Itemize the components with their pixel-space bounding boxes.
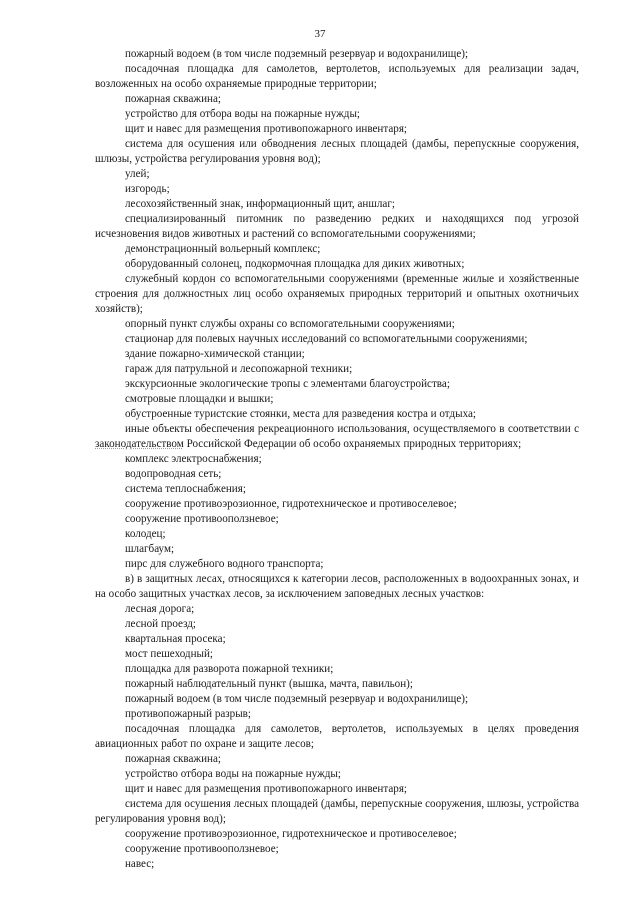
- document-paragraph: квартальная просека;: [125, 633, 226, 645]
- document-paragraph: водопроводная сеть;: [125, 468, 222, 480]
- document-paragraph: посадочная площадка для самолетов, вертолетов, используемых для реализации задач, возложенных на особо охраняемые природные территории;: [95, 63, 579, 90]
- document-paragraph: пожарная скважина;: [125, 753, 221, 765]
- document-paragraph: пожарный водоем (в том числе подземный резервуар и водохранилище);: [125, 48, 469, 60]
- document-paragraph: сооружение противооползневое;: [125, 843, 279, 855]
- document-paragraph: специализированный питомник по разведению редких и находящихся под угрозой исчезновения видов животных и растений со вспомогательными сооружениями;: [95, 213, 579, 240]
- document-paragraph: в) в защитных лесах, относящихся к категории лесов, расположенных в водоохранных зонах, и на особо защитных участках лесов, за исключением заповедных лесных участков:: [95, 573, 579, 600]
- document-paragraph: устройство для отбора воды на пожарные нужды;: [125, 108, 360, 120]
- document-paragraph: пожарная скважина;: [125, 93, 221, 105]
- document-paragraph: щит и навес для размещения противопожарного инвентаря;: [125, 783, 408, 795]
- document-paragraph: оборудованный солонец, подкормочная площадка для диких животных;: [125, 258, 465, 270]
- document-paragraph: противопожарный разрыв;: [125, 708, 251, 720]
- document-paragraph: пожарный водоем (в том числе подземный резервуар и водохранилище);: [125, 693, 469, 705]
- document-paragraph: лесная дорога;: [125, 603, 195, 615]
- document-paragraph: мост пешеходный;: [125, 648, 213, 660]
- document-paragraph: сооружение противооползневое;: [125, 513, 279, 525]
- document-paragraph: улей;: [125, 168, 150, 180]
- document-paragraph: служебный кордон со вспомогательными сооружениями (временные жилые и хозяйственные строения для должностных лиц особо охраняемых природных территорий и опытных охотничьих хозяйств);: [95, 273, 579, 315]
- document-paragraph: лесохозяйственный знак, информационный щит, аншлаг;: [125, 198, 395, 210]
- document-paragraph: стационар для полевых научных исследований со вспомогательными сооружениями;: [125, 333, 528, 345]
- paragraph-text: Российской Федерации об особо охраняемых природных территориях;: [183, 438, 522, 450]
- paragraph-text: иные объекты обеспечения рекреационного использования, осуществляемого в соответствии с: [125, 423, 579, 435]
- document-paragraph: колодец;: [125, 528, 166, 540]
- document-paragraph: опорный пункт службы охраны со вспомогательными сооружениями;: [125, 318, 455, 330]
- document-paragraph: сооружение противоэрозионное, гидротехническое и противоселевое;: [125, 828, 457, 840]
- document-paragraph: демонстрационный вольерный комплекс;: [125, 243, 321, 255]
- document-paragraph: посадочная площадка для самолетов, вертолетов, используемых в целях проведения авиационных работ по охране и защите лесов;: [95, 723, 579, 750]
- document-paragraph: устройство отбора воды на пожарные нужды;: [125, 768, 341, 780]
- document-paragraph: система для осушения или обводнения лесных площадей (дамбы, перепускные сооружения, шлюзы, устройства регулирования уровня вод);: [95, 138, 579, 165]
- document-paragraph: обустроенные туристские стоянки, места для разведения костра и отдыха;: [125, 408, 476, 420]
- document-paragraph: изгородь;: [125, 183, 170, 195]
- document-paragraph: навес;: [125, 858, 155, 870]
- page-number: 37: [314, 28, 326, 40]
- document-paragraph: экскурсионные экологические тропы с элементами благоустройства;: [125, 378, 450, 390]
- document-paragraph: щит и навес для размещения противопожарного инвентаря;: [125, 123, 408, 135]
- legislation-link[interactable]: законодательством: [95, 438, 184, 450]
- document-paragraph: площадка для разворота пожарной техники;: [125, 663, 334, 675]
- document-paragraph: комплекс электроснабжения;: [125, 453, 262, 465]
- document-paragraph: сооружение противоэрозионное, гидротехническое и противоселевое;: [125, 498, 457, 510]
- document-paragraph: пожарный наблюдательный пункт (вышка, мачта, павильон);: [125, 678, 413, 690]
- document-paragraph: [95, 422, 579, 452]
- document-paragraph: система теплоснабжения;: [125, 483, 246, 495]
- document-paragraph: лесной проезд;: [125, 618, 196, 630]
- document-body: [95, 47, 579, 872]
- document-paragraph: система для осушения лесных площадей (дамбы, перепускные сооружения, шлюзы, устройства регулирования уровня вод);: [95, 798, 579, 825]
- document-paragraph: пирс для служебного водного транспорта;: [125, 558, 324, 570]
- document-paragraph: смотровые площадки и вышки;: [125, 393, 274, 405]
- document-paragraph: здание пожарно-химической станции;: [125, 348, 305, 360]
- document-paragraph: гараж для патрульной и лесопожарной техники;: [125, 363, 353, 375]
- document-paragraph: шлагбаум;: [125, 543, 175, 555]
